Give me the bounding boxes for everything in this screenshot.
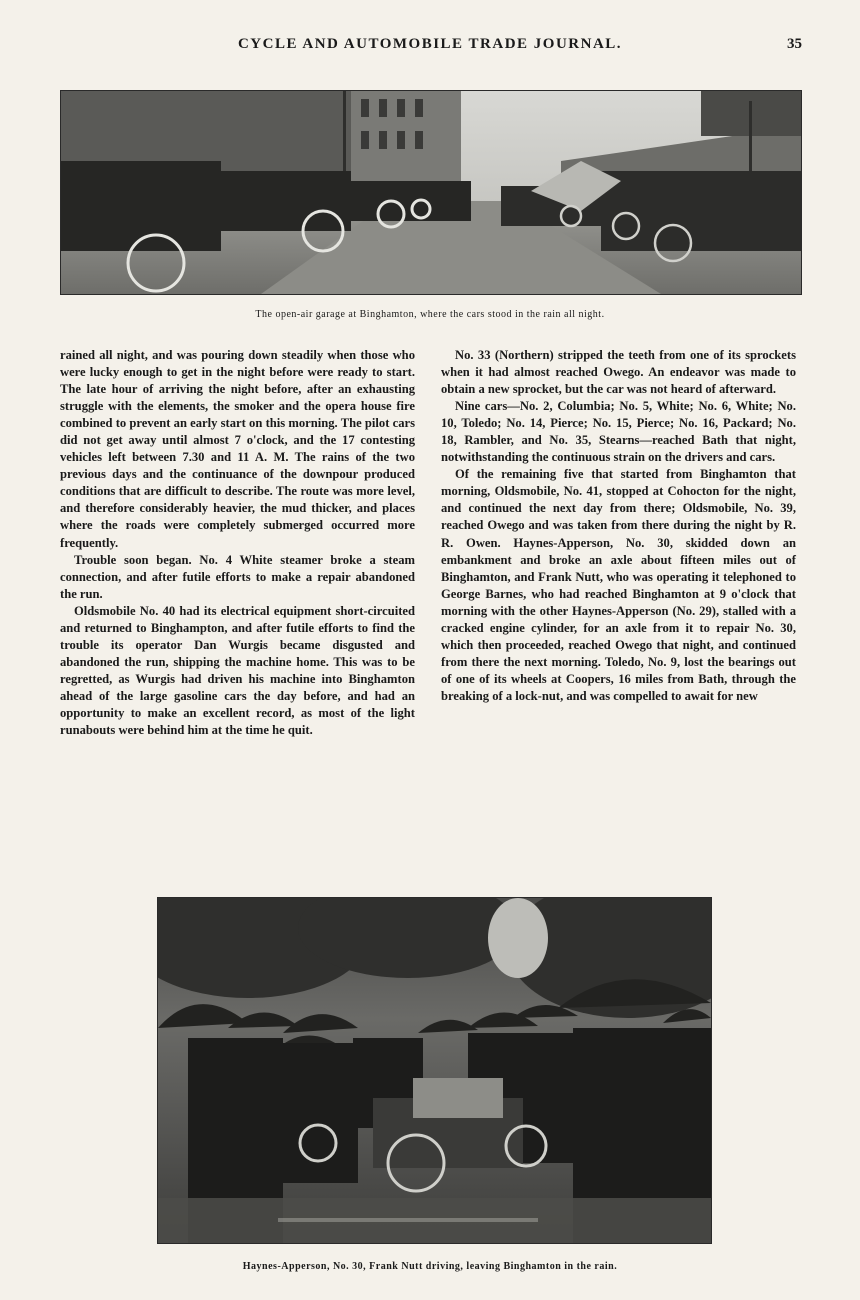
paragraph: Trouble soon began. No. 4 White steamer broke a steam connection, and after futile efforts to make a repair abandoned the run. [60,552,415,601]
paragraph: rained all night, and was pouring down steadily when those who were lucky enough to get in the night before were ready to start. The late hour of arriving the night before, after an exhausting struggle with the elements, the smoker and the opera house fire combined to prevent an early start on this morning. The pilot cars did not get away until almost 7 o'clock, and the 17 contesting vehicles left between 7.30 and 11 A. M. The rains of the two previous days and the continuance of the downpour produced conditions that are difficult to describe. The route was more level, and therefore considerably heavier, the mud thicker, and places where the roads were completely submerged occurred more frequently. [60,348,415,550]
garage-photo-image [61,91,801,294]
page-header [0,36,860,60]
garage-photo-caption: The open-air garage at Binghamton, where the cars stood in the rain all night. [255,309,605,320]
rain-departure-photo-caption: Haynes-Apperson, No. 30, Frank Nutt driving, leaving Binghamton in the rain. [242,1261,618,1272]
article-right-column [441,347,796,705]
paragraph: No. 33 (Northern) stripped the teeth from one of its sprockets when it had almost reached Owego. An endeavor was made to obtain a new sprocket, but the car was not heard of afterward. [441,348,796,397]
rain-departure-photo-image [158,898,711,1243]
paragraph: Oldsmobile No. 40 had its electrical equipment short-circuited and returned to Binghampton, and after futile efforts to find the trouble its operator Dan Wurgis became disgusted and abandoned the run, shipping the machine home. This was to be regretted, as Wurgis had driven his machine into Binghamton ahead of the large gasoline cars the day before, and had an opportunity to make an excellent record, as most of the light runabouts were behind him at the time he quit. [60,603,415,738]
article-left-column [60,347,415,739]
garage-photo [60,90,802,295]
rain-departure-photo [157,897,712,1244]
paragraph: Nine cars—No. 2, Columbia; No. 5, White; No. 6, White; No. 10, Toledo; No. 14, Pierce; No. 15, Pierce; No. 16, Packard; No. 18, Rambler, and No. 35, Stearns—reached Bath that night, notwithstanding the continuous strain on the drivers and cars. [441,399,796,465]
paragraph: Of the remaining five that started from Binghamton that morning, Oldsmobile, No. 41, stopped at Cohocton for the night, and continued the next day from there; Oldsmobile, No. 39, reached Owego and was taken from there during the night by R. R. Owen. Haynes-Apperson, No. 30, skidded down an embankment and broke an axle about fifteen miles out of Binghamton, and Frank Nutt, who was operating it telephoned to George Barnes, who had reached Binghamton at 9 o'clock that morning with the other Haynes-Apperson (No. 29), stalled with a cracked engine cylinder, for an axle from it to repair No. 30, which then proceeded, reached Owego that night, and continued from there the next morning. Toledo, No. 9, lost the bearings out of one of its wheels at Coopers, 16 miles from Bath, through the breaking of a lock-nut, and was compelled to await for new [441,467,796,703]
page-number: 35 [787,36,802,52]
journal-title: CYCLE AND AUTOMOBILE TRADE JOURNAL. [237,36,623,52]
